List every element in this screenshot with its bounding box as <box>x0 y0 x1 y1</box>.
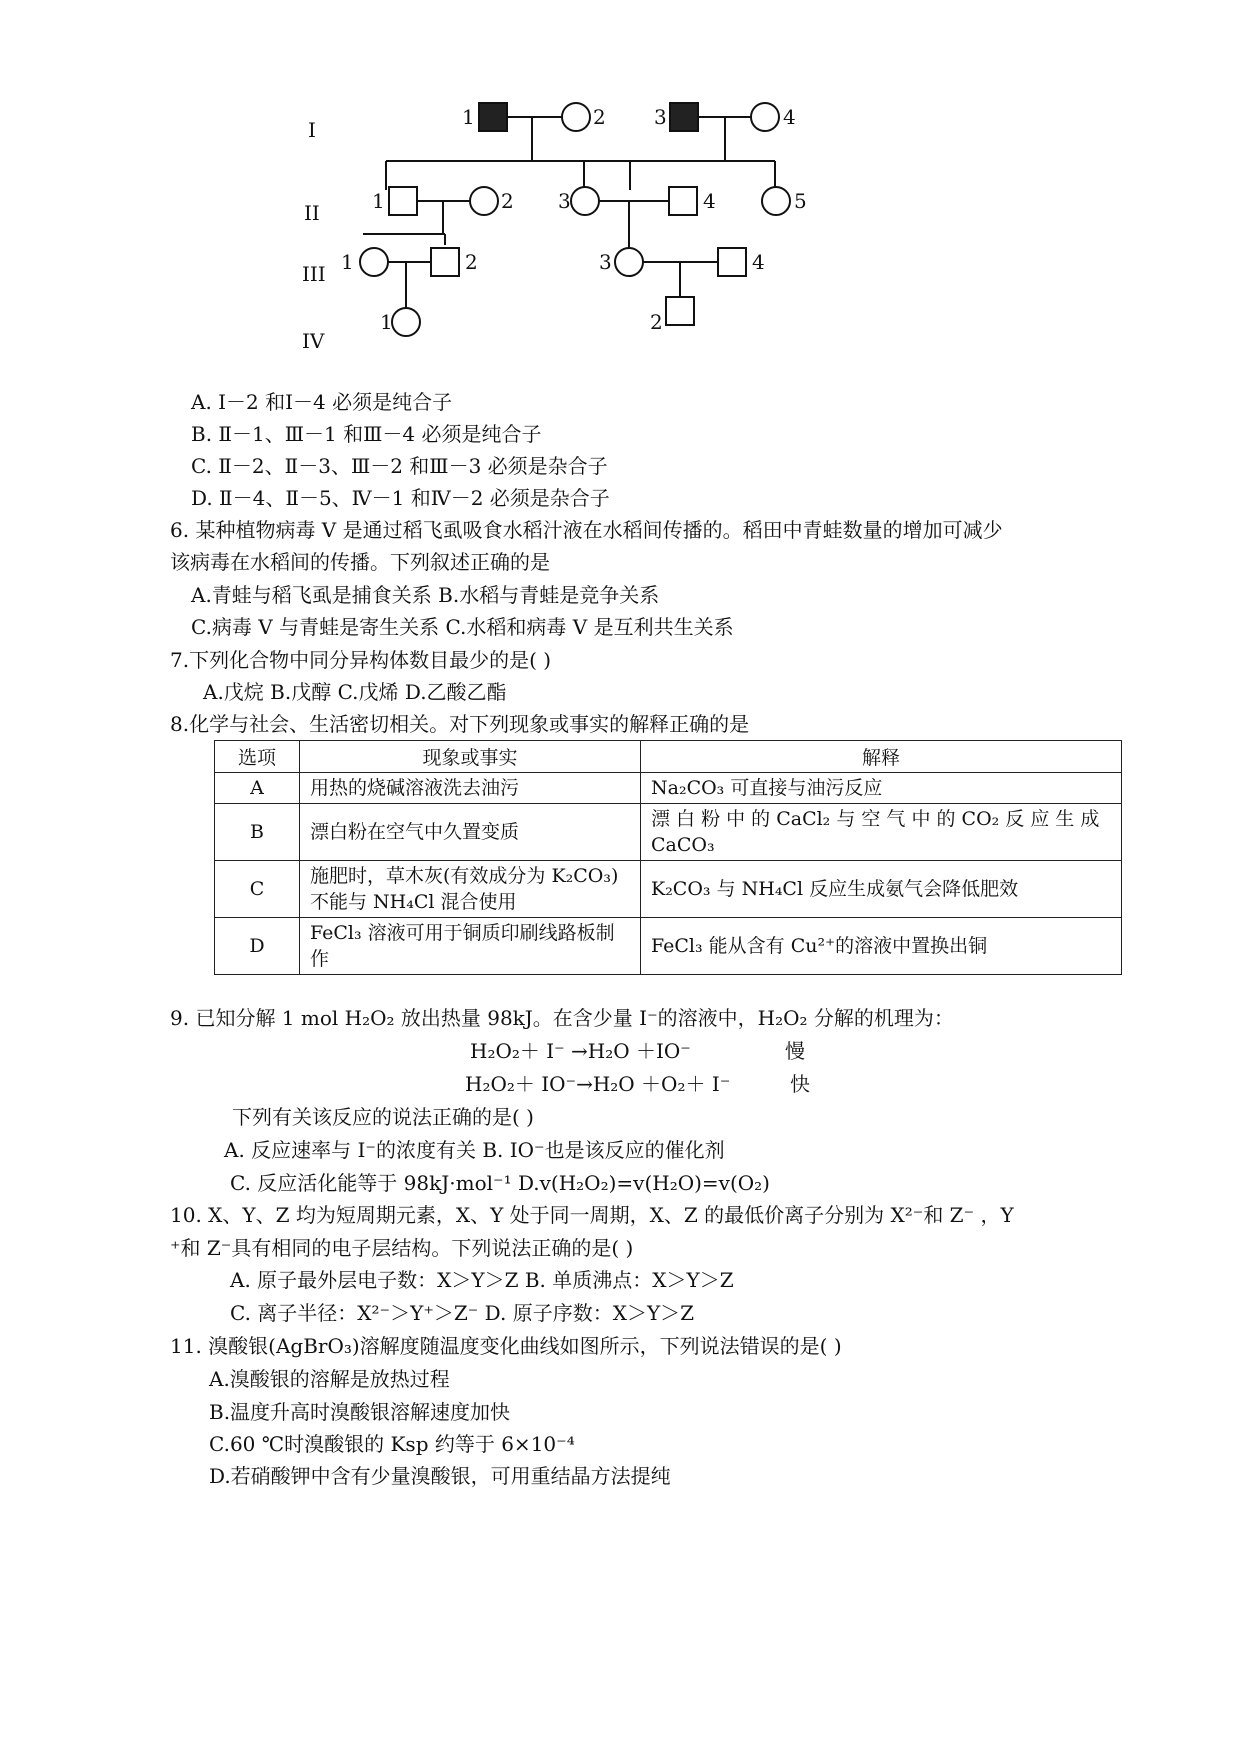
table-row <box>215 918 1122 975</box>
q8-row-d-phenomenon <box>300 918 641 975</box>
q8-row-b-explanation-line1: 漂 白 粉 中 的 CaCl₂ 与 空 气 中 的 CO₂ 反 应 生 成 <box>651 808 1100 830</box>
q8-row-d-phenomenon-line2: 作 <box>310 948 330 970</box>
label-I-4: 4 <box>783 105 796 129</box>
q8-row-b-option: B <box>215 804 300 861</box>
q9-stem: 9. 已知分解 1 mol H₂O₂ 放出热量 98kJ。在含少量 I⁻的溶液中，H₂O₂ 分解的机理为： <box>170 1006 954 1030</box>
pedigree-I-4-female <box>751 103 779 131</box>
table-row <box>215 773 1122 804</box>
label-II-4: 4 <box>703 189 716 213</box>
q6-options-line2: C.病毒 V 与青蛙是寄生关系 C.水稻和病毒 V 是互利共生关系 <box>191 615 734 639</box>
pedigree-I-2-female <box>562 103 590 131</box>
table-row <box>215 804 1122 861</box>
q9-equation-1-rate: 慢 <box>785 1039 805 1063</box>
q9-equation-2: H₂O₂＋ IO⁻→H₂O ＋O₂＋ I⁻ <box>465 1072 731 1096</box>
table-row <box>215 861 1122 918</box>
q9-options-line2: C. 反应活化能等于 98kJ·mol⁻¹ D.v(H₂O₂)=v(H₂O)=v(O₂) <box>230 1171 770 1195</box>
label-I-3: 3 <box>654 105 667 129</box>
q7-options: A.戊烷 B.戊醇 C.戊烯 D.乙酸乙酯 <box>203 680 507 704</box>
q5-option-b: B. Ⅱ－1、Ⅲ－1 和Ⅲ－4 必须是纯合子 <box>191 422 542 446</box>
pedigree-I-3-affected-male <box>670 103 698 131</box>
label-I-2: 2 <box>593 105 606 129</box>
q11-option-d: D.若硝酸钾中含有少量溴酸银，可用重结晶方法提纯 <box>209 1464 671 1488</box>
q8-row-d-explanation: FeCl₃ 能从含有 Cu²⁺的溶液中置换出铜 <box>641 918 1122 975</box>
q10-stem-line1: 10. X、Y、Z 均为短周期元素，X、Y 处于同一周期，X、Z 的最低价离子分别为 X²⁻和 Z⁻ ，Y <box>170 1203 1014 1227</box>
generation-label-IV: IV <box>302 329 325 353</box>
pedigree-II-3-female <box>571 187 599 215</box>
q8-stem: 8.化学与社会、生活密切相关。对下列现象或事实的解释正确的是 <box>170 712 750 736</box>
q6-stem-line1: 6. 某种植物病毒 V 是通过稻飞虱吸食水稻汁液在水稻间传播的。稻田中青蛙数量的增加可减少 <box>170 518 1003 542</box>
q9-equation-2-rate: 快 <box>790 1072 810 1096</box>
q9-options-line1: A. 反应速率与 I⁻的浓度有关 B. IO⁻也是该反应的催化剂 <box>224 1138 725 1162</box>
pedigree-IV-2-male <box>666 297 694 325</box>
q11-option-a: A.溴酸银的溶解是放热过程 <box>209 1367 450 1391</box>
q11-option-b: B.温度升高时溴酸银溶解速度加快 <box>209 1400 511 1424</box>
q8-row-c-explanation: K₂CO₃ 与 NH₄Cl 反应生成氨气会降低肥效 <box>641 861 1122 918</box>
q5-option-a: A. Ⅰ－2 和Ⅰ－4 必须是纯合子 <box>191 390 453 414</box>
generation-label-I: I <box>308 118 316 142</box>
pedigree-III-1-female <box>360 248 388 276</box>
q10-stem-line2: ⁺和 Z⁻具有相同的电子层结构。下列说法正确的是( ) <box>170 1236 634 1260</box>
q8-row-a-option: A <box>215 773 300 804</box>
label-I-1: 1 <box>462 105 475 129</box>
label-II-3: 3 <box>558 189 571 213</box>
pedigree-I-1-affected-male <box>479 103 507 131</box>
q8-header-phenomenon: 现象或事实 <box>300 741 641 773</box>
pedigree-II-4-male <box>669 187 697 215</box>
q9-question: 下列有关该反应的说法正确的是( ) <box>232 1105 534 1129</box>
label-III-2: 2 <box>465 250 478 274</box>
label-II-1: 1 <box>372 189 385 213</box>
q8-row-b-phenomenon: 漂白粉在空气中久置变质 <box>300 804 641 861</box>
label-II-2: 2 <box>501 189 514 213</box>
pedigree-II-2-female <box>470 187 498 215</box>
pedigree-IV-1-female <box>392 308 420 336</box>
q7-stem: 7.下列化合物中同分异构体数目最少的是( ) <box>170 648 552 672</box>
q8-row-c-option: C <box>215 861 300 918</box>
q10-options-line1: A. 原子最外层电子数：X＞Y＞Z B. 单质沸点：X＞Y＞Z <box>230 1268 734 1292</box>
pedigree-III-4-male <box>718 248 746 276</box>
pedigree-III-3-female <box>615 248 643 276</box>
q6-options-line1: A.青蛙与稻飞虱是捕食关系 B.水稻与青蛙是竞争关系 <box>191 583 660 607</box>
q8-table-header-row <box>215 741 1122 773</box>
q8-header-explanation: 解释 <box>641 741 1122 773</box>
q8-header-option: 选项 <box>215 741 300 773</box>
label-IV-1: 1 <box>380 310 393 334</box>
q8-row-c-phenomenon-line2: 不能与 NH₄Cl 混合使用 <box>310 891 517 913</box>
q8-row-b-explanation-line2: CaCO₃ <box>651 834 715 856</box>
pedigree-II-5-female <box>762 187 790 215</box>
generation-label-II: II <box>304 201 320 225</box>
q8-row-a-explanation: Na₂CO₃ 可直接与油污反应 <box>641 773 1122 804</box>
q8-row-b-explanation <box>641 804 1122 861</box>
label-III-3: 3 <box>599 250 612 274</box>
label-III-4: 4 <box>752 250 765 274</box>
label-IV-2: 2 <box>650 310 663 334</box>
q11-stem: 11. 溴酸银(AgBrO₃)溶解度随温度变化曲线如图所示，下列说法错误的是( ) <box>170 1334 842 1358</box>
q6-stem-line2: 该病毒在水稻间的传播。下列叙述正确的是 <box>170 550 550 574</box>
pedigree-II-1-male <box>389 187 417 215</box>
q5-option-d: D. Ⅱ－4、Ⅱ－5、Ⅳ－1 和Ⅳ－2 必须是杂合子 <box>191 486 610 510</box>
pedigree-diagram <box>302 90 940 380</box>
q8-row-c-phenomenon <box>300 861 641 918</box>
q8-table <box>214 740 1122 975</box>
q8-row-a-phenomenon: 用热的烧碱溶液洗去油污 <box>300 773 641 804</box>
q8-row-d-option: D <box>215 918 300 975</box>
q10-options-line2: C. 离子半径：X²⁻＞Y⁺＞Z⁻ D. 原子序数：X＞Y＞Z <box>230 1301 695 1325</box>
label-III-1: 1 <box>341 250 354 274</box>
q8-row-c-phenomenon-line1: 施肥时，草木灰(有效成分为 K₂CO₃) <box>310 865 619 887</box>
q9-equation-1: H₂O₂＋ I⁻ →H₂O ＋IO⁻ <box>470 1039 691 1063</box>
q8-row-d-phenomenon-line1: FeCl₃ 溶液可用于铜质印刷线路板制 <box>310 922 615 944</box>
q11-option-c: C.60 ℃时溴酸银的 Ksp 约等于 6×10⁻⁴ <box>209 1432 575 1456</box>
label-II-5: 5 <box>794 189 807 213</box>
generation-label-III: III <box>302 262 326 286</box>
q5-option-c: C. Ⅱ－2、Ⅱ－3、Ⅲ－2 和Ⅲ－3 必须是杂合子 <box>191 454 608 478</box>
pedigree-III-2-male <box>431 248 459 276</box>
